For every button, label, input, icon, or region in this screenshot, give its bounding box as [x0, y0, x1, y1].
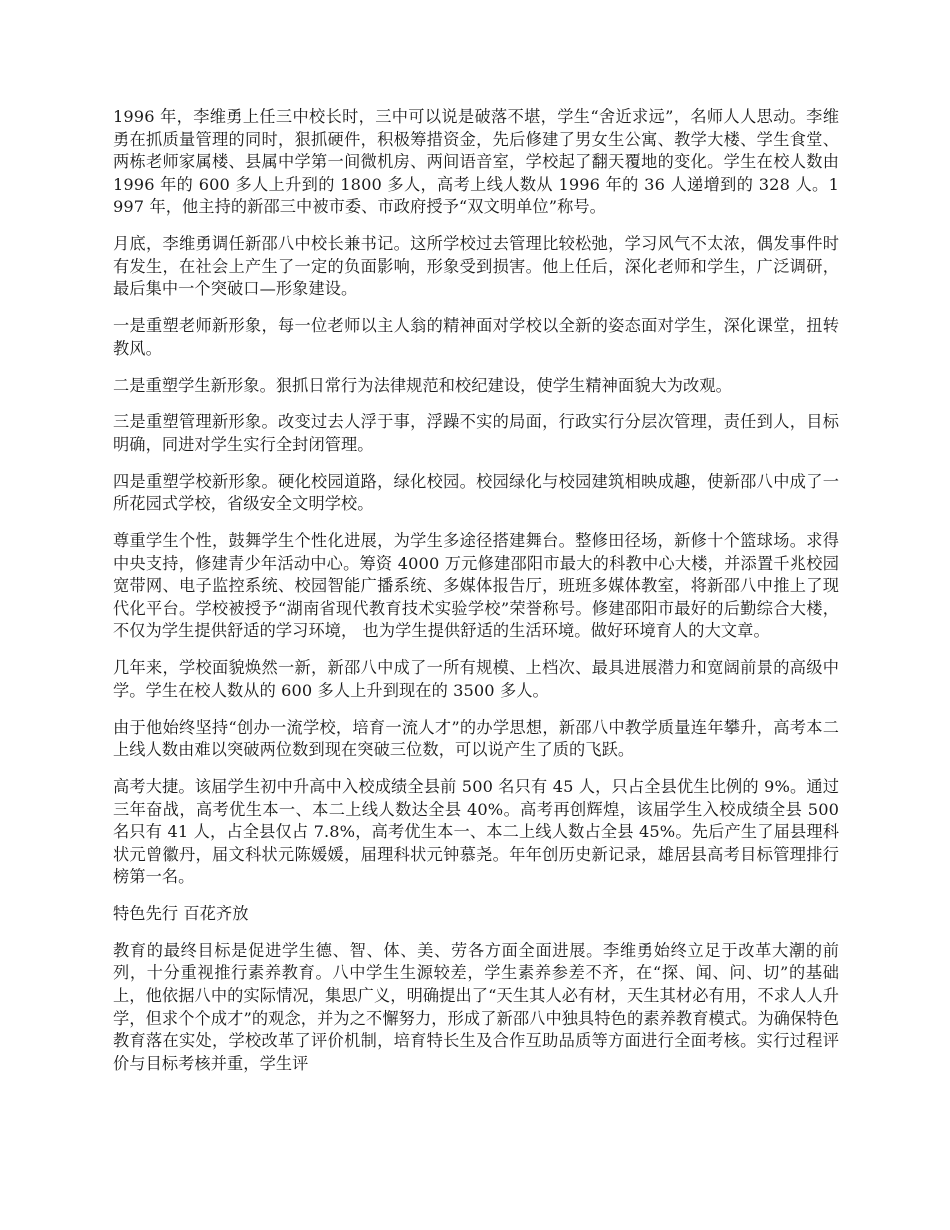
paragraph-6: 四是重塑学校新形象。硬化校园道路，绿化校园。校园绿化与校园建筑相映成趣，使新邵八中成了一所花园式学校，省级安全文明学校。 — [113, 471, 839, 514]
section-heading: 特色先行 百花齐放 — [113, 904, 249, 924]
paragraph-2: 月底，李维勇调任新邵八中校长兼书记。这所学校过去管理比较松弛，学习风气不太浓，偶发事件时有发生，在社会上产生了一定的负面影响，形象受到损害。他上任后，深化老师和学生，广泛调研，最后集中一个突破口—形象建设。 — [113, 234, 839, 299]
paragraph-10: 高考大捷。该届学生初中升高中入校成绩全县前 500 名只有 45 人，只占全县优生比例的 9%。通过三年奋战，高考优生本一、本二上线人数达全县 40%。高考再创辉煌，该届学生入校成绩全县 500 名只有 41 人，占全县仅占 7.8%，高考优生本一、本二上线人数占全县 45%。先后产生了届县理科状元曾徽丹，届文科状元陈媛媛，届理科状元钟慕尧。年年创历史新记录，雄居县高考目标管理排行榜第一名。 — [113, 776, 839, 887]
document-body — [113, 106, 839, 1090]
paragraph-9: 由于他始终坚持“创办一流学校，培育一流人才”的办学思想，新邵八中教学质量连年攀升，高考本二上线人数由难以突破两位数到现在突破三位数，可以说产生了质的飞跃。 — [113, 717, 839, 760]
paragraph-1: 1996 年，李维勇上任三中校长时，三中可以说是破落不堪，学生“舍近求远”，名师人人思动。李维勇在抓质量管理的同时，狠抓硬件，积极筹措资金，先后修建了男女生公寓、教学大楼、学生食堂、两栋老师家属楼、县属中学第一间微机房、两间语音室，学校起了翻天覆地的变化。学生在校人数由 1996 年的 600 多人上升到的 1800 多人，高考上线人数从 1996 年的 36 人递增到的 328 人。1997 年，他主持的新邵三中被市委、市政府授予“双文明单位”称号。 — [113, 107, 839, 217]
paragraph-7: 尊重学生个性，鼓舞学生个性化进展，为学生多途径搭建舞台。整修田径场，新修十个篮球场。求得中央支持，修建青少年活动中心。筹资 4000 万元修建邵阳市最大的科教中心大楼，并添置千兆校园宽带网、电子监控系统、校园智能广播系统、多媒体报告厅，班班多媒体教室，将新邵八中推上了现代化平台。学校被授予“湖南省现代教育技术实验学校”荣誉称号。修建邵阳市最好的后勤综合大楼，不仅为学生提供舒适的学习环境， 也为学生提供舒适的生活环境。做好环境育人的大文章。 — [113, 531, 839, 641]
paragraph-11: 教育的最终目标是促进学生德、智、体、美、劳各方面全面进展。李维勇始终立足于改革大潮的前列，十分重视推行素养教育。八中学生生源较差，学生素养参差不齐，在“探、闻、问、切”的基础上，他依据八中的实际情况，集思广义，明确提出了“天生其人必有材，天生其材必有用，不求人人升学，但求个个成才”的观念，并为之不懈努力，形成了新邵八中独具特色的素养教育模式。为确保特色教育落在实处，学校改革了评价机制，培育特长生及合作互助品质等方面进行全面考核。实行过程评价与目标考核并重，学生评 — [113, 940, 839, 1073]
paragraph-4: 二是重塑学生新形象。狠抓日常行为法律规范和校纪建设，使学生精神面貌大为改观。 — [113, 375, 732, 395]
paragraph-5: 三是重塑管理新形象。改变过去人浮于事，浮躁不实的局面，行政实行分层次管理，责任到人，目标明确，同进对学生实行全封闭管理。 — [113, 412, 839, 454]
paragraph-8: 几年来，学校面貌焕然一新，新邵八中成了一所有规模、上档次、最具进展潜力和宽阔前景的高级中学。学生在校人数从的 600 多人上升到现在的 3500 多人。 — [113, 658, 839, 700]
paragraph-3: 一是重塑老师新形象，每一位老师以主人翁的精神面对学校以全新的姿态面对学生，深化课堂，扭转教风。 — [113, 316, 839, 358]
